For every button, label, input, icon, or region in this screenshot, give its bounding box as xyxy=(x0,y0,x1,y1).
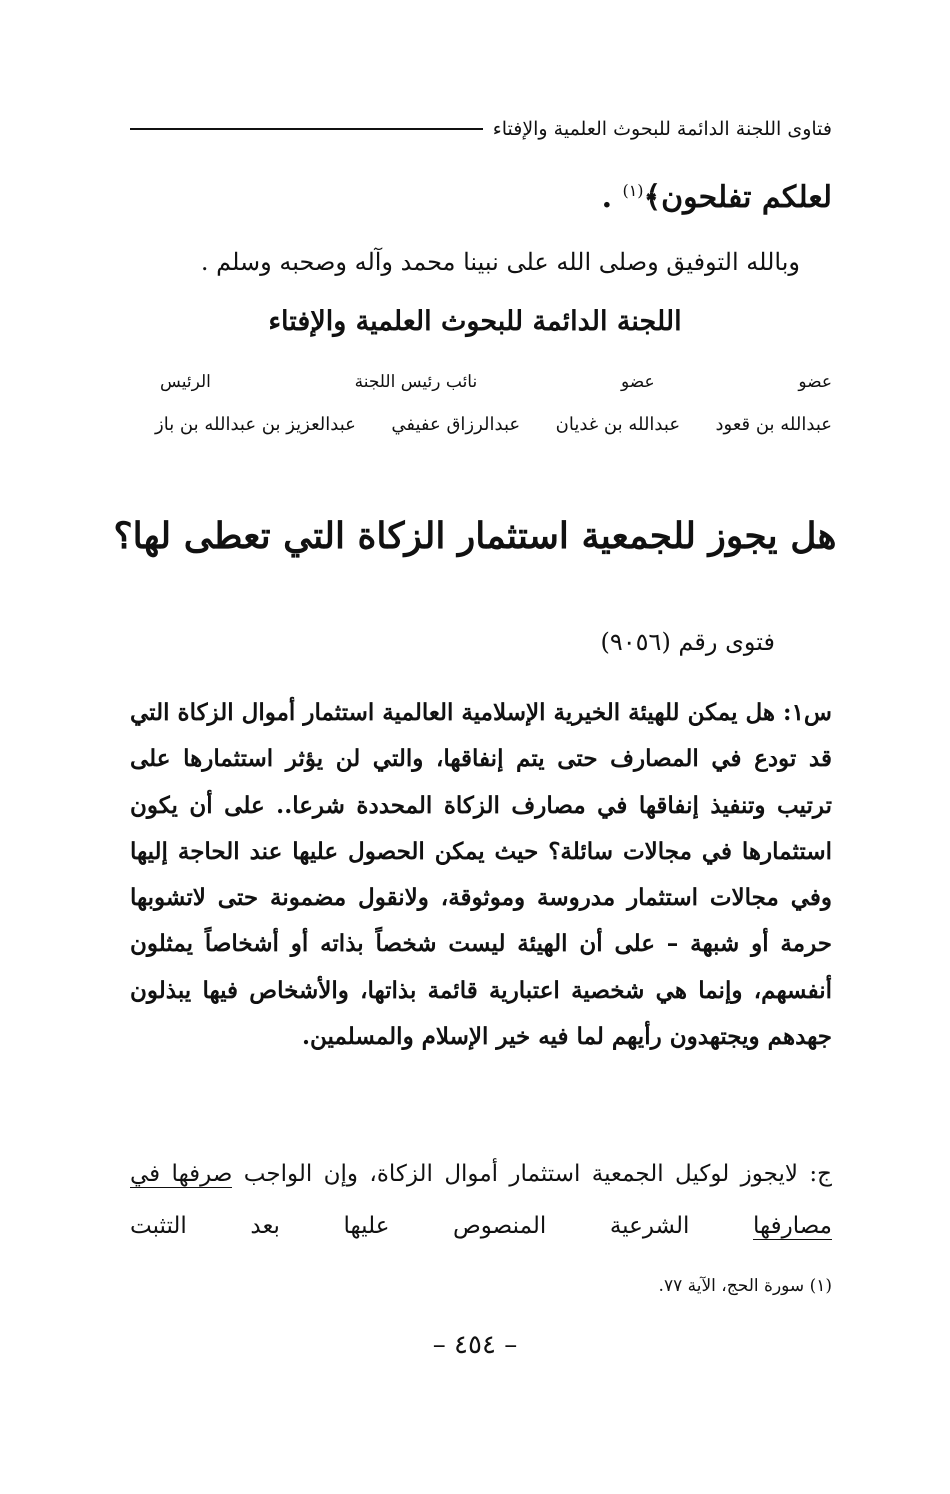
member-name-3: عبدالرزاق عفيفي xyxy=(391,414,521,435)
question-heading: هل يجوز للجمعية استثمار الزكاة التي تعطى لها؟ xyxy=(113,515,837,557)
verse-end-text: لعلكم تفلحون﴾ xyxy=(643,180,832,215)
page-number: – ٤٥٤ – xyxy=(432,1330,518,1360)
answer-part-2: الشرعية المنصوص عليها بعد التثبت xyxy=(130,1213,754,1239)
header-rule xyxy=(130,128,483,130)
role-member-1: عضو xyxy=(798,372,832,392)
running-header xyxy=(130,112,832,146)
role-deputy-chair: نائب رئيس اللجنة xyxy=(354,372,478,392)
footnote: (١) سورة الحج، الآية ٧٧. xyxy=(658,1276,832,1296)
committee-name: اللجنة الدائمة للبحوث العلمية والإفتاء xyxy=(268,306,682,337)
header-title: فتاوى اللجنة الدائمة للبحوث العلمية والإفتاء xyxy=(492,118,832,140)
committee-roles xyxy=(160,372,832,396)
member-name-2: عبدالله بن غديان xyxy=(555,414,681,435)
role-member-2: عضو xyxy=(620,372,655,392)
question-text: س١: هل يمكن للهيئة الخيرية الإسلامية العالمية استثمار أموال الزكاة التي قد تودع في المصارف حتى يتم إنفاقها، والتي لن يؤثر استثمارها على ترتيب وتنفيذ إنفاقها في مصارف الزكاة المحددة شرعا.. على أن يكون استثمارها في مجالات سائلة؟ حيث يمكن الحصول عليها عند الحاجة إليها وفي مجالات استثمار مدروسة وموثوقة، ولانقول مضمونة حتى لاتشوبها حرمة أو شبهة – على أن الهيئة ليست شخصاً بذاته أو أشخاصاً يمثلون أنفسهم، وإنما هي شخصية اعتبارية قائمة بذاتها، والأشخاص فيها يبذلون جهدهم ويجتهدون رأيهم لما فيه خير الإسلام والمسلمين. xyxy=(130,699,832,1051)
verse-ending xyxy=(602,180,832,215)
answer-underlined: صرفها في مصارفها xyxy=(130,1161,832,1239)
member-name-4: عبدالعزيز بن عبدالله بن باز xyxy=(155,414,356,435)
member-name-1: عبدالله بن قعود xyxy=(715,414,832,435)
footnote-reference: (١) xyxy=(622,181,644,200)
closing-line: وبالله التوفيق وصلى الله على نبينا محمد وآله وصحبه وسلم . xyxy=(200,248,800,276)
committee-members xyxy=(155,414,832,440)
answer-text xyxy=(130,1148,832,1252)
verse-tail: . xyxy=(601,180,623,215)
fatwa-number: فتوى رقم (٩٠٥٦) xyxy=(600,628,775,656)
role-chair: الرئيس xyxy=(160,372,211,392)
answer-part-1: ج: لايجوز لوكيل الجمعية استثمار أموال الزكاة، وإن الواجب xyxy=(232,1161,832,1187)
